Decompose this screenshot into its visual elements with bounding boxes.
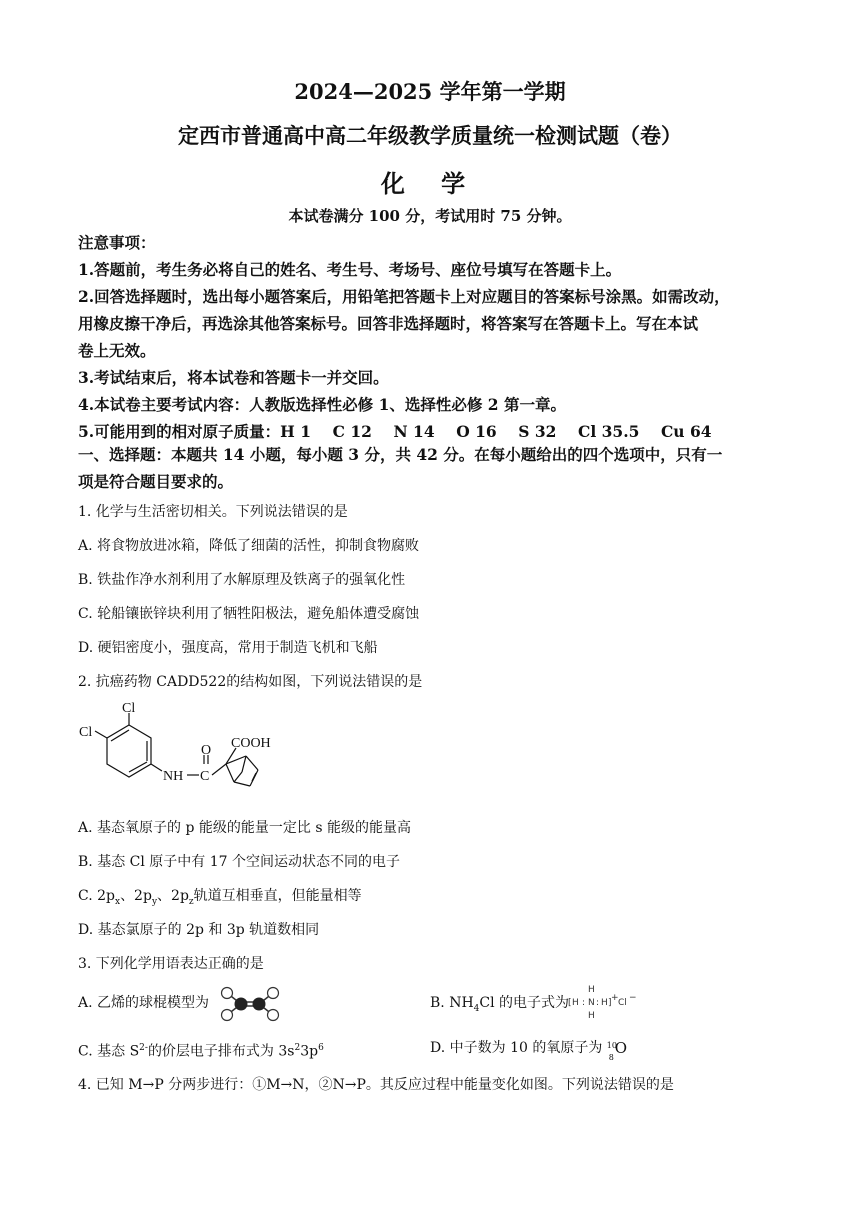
q2-stem: 2. 抗癌药物 CADD522的结构如图，下列说法错误的是 [78,674,423,690]
mol-nh: NH [163,769,184,784]
note-1: 1.答题前，考生务必将自己的姓名、考生号、考场号、座位号填写在答题卡上。 [78,260,622,279]
q3-option-b [430,993,569,1019]
q2-c-part: 轨道互相垂直，但能量相等 [193,888,362,904]
q3-b-sub: 4 [473,1003,480,1014]
q3-c-sup: 2 [294,1043,301,1053]
q3-d-part: D. 中子数为 10 的氧原子为 [430,1040,603,1056]
q3-b-part: Cl 的电子式为 [479,995,570,1011]
svg-text:]: ] [608,998,612,1008]
section-heading-line2: 项是符合题目要求的。 [78,472,234,491]
mol-cooh: COOH [231,736,271,751]
mol-oxygen: O [201,743,212,758]
q2-option-c [78,886,798,912]
mol-carbonyl-c: C [200,769,210,784]
isotope-element: O [614,1039,628,1057]
note-2-line2: 用橡皮擦干净后，再选涂其他答案标号。回答非选择题时，将答案写在答题卡上。写在本试 [78,314,699,333]
q2-c-sub-x: x [114,896,121,907]
q2-option-d: D. 基态氯原子的 2p 和 3p 轨道数相同 [78,922,320,938]
q1-option-b: B. 铁盐作净水剂利用了水解原理及铁离子的强氧化性 [78,572,406,588]
exam-info: 本试卷满分 100 分，考试用时 75 分钟。 [288,207,572,225]
note-2-line1: 2.回答选择题时，选出每小题答案后，用铅笔把答题卡上对应题目的答案标号涂黑。如需改动， [78,287,730,306]
q3-c-part: 的价层电子排布式为 3s [147,1043,295,1060]
note-3: 3.考试结束后，将本试卷和答题卡一并交回。 [78,368,389,387]
lewis-n: N [588,998,595,1008]
q2-c-sub-y: y [151,896,158,907]
q2-c-part: C. 2p [78,888,115,904]
svg-text::: : [596,998,600,1008]
q3-option-a: A. 乙烯的球棍模型为 [78,995,210,1011]
q2-option-a: A. 基态氧原子的 p 能级的能量一定比 s 能级的能量高 [78,820,411,836]
q3-option-d [430,1038,628,1062]
lewis-h-left: H [572,998,579,1008]
lewis-h-top: H [588,985,595,995]
ethylene-ball-stick-model [219,985,281,1023]
q4-stem: 4. 已知 M→P 分两步进行：①M→N，②N→P。其反应过程中能量变化如图。下列说法错误的是 [78,1077,674,1093]
isotope-mass-number: 10 [606,1041,617,1050]
lewis-h-bottom: H [588,1011,595,1021]
q3-option-c [78,1038,324,1062]
q2-option-b: B. 基态 Cl 原子中有 17 个空间运动状态不同的电子 [78,854,400,870]
isotope-atomic-number: 8 [608,1053,614,1062]
section-heading-line1: 一、选择题：本题共 14 小题，每小题 3 分，共 42 分。在每小题给出的四个选项中，只有一 [78,445,723,464]
svg-text:[: [ [568,998,572,1008]
q1-option-a: A. 将食物放进冰箱，降低了细菌的活性，抑制食物腐败 [78,538,420,554]
mol-cl-top: Cl [122,701,136,716]
oxygen-isotope-symbol [606,1038,628,1062]
svg-text::: : [582,998,586,1008]
q2-c-sub-z: z [188,896,194,907]
exam-title: 定西市普通高中高二年级教学质量统一检测试题（卷） [178,123,682,148]
cadd522-structure [74,700,274,790]
q1-option-c: C. 轮船镶嵌锌块利用了牺牲阳极法，避免船体遭受腐蚀 [78,606,420,622]
lewis-h-right: H [601,998,608,1008]
lewis-minus: − [629,993,637,1003]
note-5: 5.可能用到的相对原子质量：H 1 C 12 N 14 O 16 S 32 Cl 35.5 Cu 64 [78,422,712,441]
q3-c-part: 3p [300,1043,319,1060]
subject-title: 化 学 [380,169,480,198]
q1-stem: 1. 化学与生活密切相关。下列说法错误的是 [78,504,348,520]
q3-b-part: B. NH [430,995,474,1011]
note-4: 4.本试卷主要考试内容：人教版选择性必修 1、选择性必修 2 第一章。 [78,395,566,414]
note-2-line3: 卷上无效。 [78,341,156,360]
q3-c-sup: 2- [139,1043,148,1053]
mol-cl-left: Cl [79,725,93,740]
q1-option-d: D. 硬铝密度小，强度高，常用于制造飞机和飞船 [78,640,378,656]
lewis-plus: + [611,993,619,1003]
q3-stem: 3. 下列化学用语表达正确的是 [78,956,264,972]
q2-c-part: 、2p [157,888,189,904]
year-title: 2024—2025 学年第一学期 [294,79,566,104]
lewis-cl: Cl [618,998,627,1008]
q3-c-part: C. 基态 S [78,1043,140,1060]
notes-heading: 注意事项： [78,233,156,252]
nh4cl-electron-formula [566,984,646,1022]
q3-c-sup: 6 [318,1043,324,1053]
q2-c-part: 、2p [120,888,152,904]
